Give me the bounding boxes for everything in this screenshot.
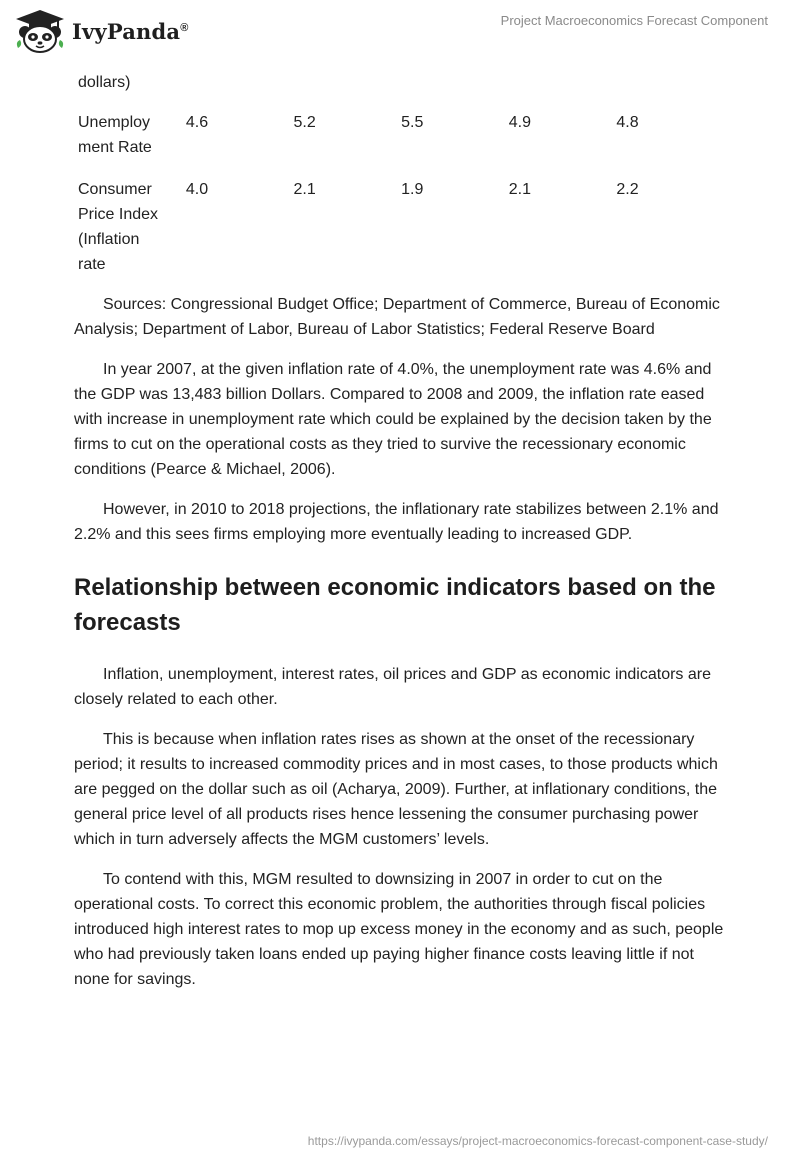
table-cell: 4.0 <box>185 181 209 198</box>
section-heading: Relationship between economic indicators based on the forecasts <box>74 574 716 636</box>
table-cell: 2.1 <box>293 181 316 198</box>
paragraph: In year 2007, at the given inflation rate of 4.0%, the unemployment rate was 4.6% and the GDP was 13,483 billion Dollars. Compared to 2008 and 2009, the inflation rate eased with increase in unemployment rate which could be explained by the decision taken by the firms to cut on the operational costs as they tried to survive the recessionary economic conditions (Pearce & Michael, 2006). <box>74 361 712 478</box>
table-cell: 5.5 <box>401 114 424 131</box>
page-header <box>0 0 800 64</box>
table-cell: 4.9 <box>508 114 531 131</box>
paragraph: However, in 2010 to 2018 projections, the inflationary rate stabilizes between 2.1% and 2.2% and this sees firms employing more eventually leading to increased GDP. <box>74 501 719 543</box>
table-row <box>78 177 724 277</box>
paragraph: To contend with this, MGM resulted to downsizing in 2007 in order to cut on the operational costs. To correct this economic problem, the authorities through fiscal policies introduced high interest rates to mop up excess money in the economy and as such, people who had previously taken loans ended up paying higher finance costs leaving little if not none for savings. <box>74 871 724 988</box>
paragraph: This is because when inflation rates rises as shown at the onset of the recessionary period; it results to increased commodity prices and in most cases, to those products which are pegged on the dollar such as oil (Acharya, 2009). Further, at inflationary conditions, the general price level of all products rises hence lessening the consumer purchasing power which in turn adversely affects the MGM customers’ levels. <box>74 731 718 848</box>
document-title: Project Macroeconomics Forecast Component <box>500 13 768 28</box>
paragraph-sources: Sources: Congressional Budget Office; Department of Commerce, Bureau of Economic Analysis; Department of Labor, Bureau of Labor Statistics; Federal Reserve Board <box>74 296 720 338</box>
brand-logo[interactable] <box>14 8 189 54</box>
paragraph: Inflation, unemployment, interest rates, oil prices and GDP as economic indicators are closely related to each other. <box>74 666 711 708</box>
table-row <box>78 70 724 110</box>
article-body <box>74 70 724 1007</box>
source-url-link[interactable]: https://ivypanda.com/essays/project-macroeconomics-forecast-component-case-study/ <box>307 1134 768 1148</box>
table-cell: 1.9 <box>401 181 424 198</box>
table-cell: 2.2 <box>616 181 639 198</box>
table-cell: 5.2 <box>293 114 316 131</box>
brand-name: IvyPanda® <box>72 18 189 44</box>
table-cell: 4.6 <box>185 114 209 131</box>
panda-graduate-icon <box>14 8 66 54</box>
table-cell: 4.8 <box>616 114 639 131</box>
forecast-table <box>78 70 724 277</box>
table-cell: 2.1 <box>508 181 531 198</box>
table-row <box>78 110 724 177</box>
table-row-label: dollars) <box>78 74 131 91</box>
table-row-label: Unemploy ment Rate <box>78 114 152 156</box>
table-row-label: Consumer Price Index (Inflation rate <box>78 181 159 273</box>
